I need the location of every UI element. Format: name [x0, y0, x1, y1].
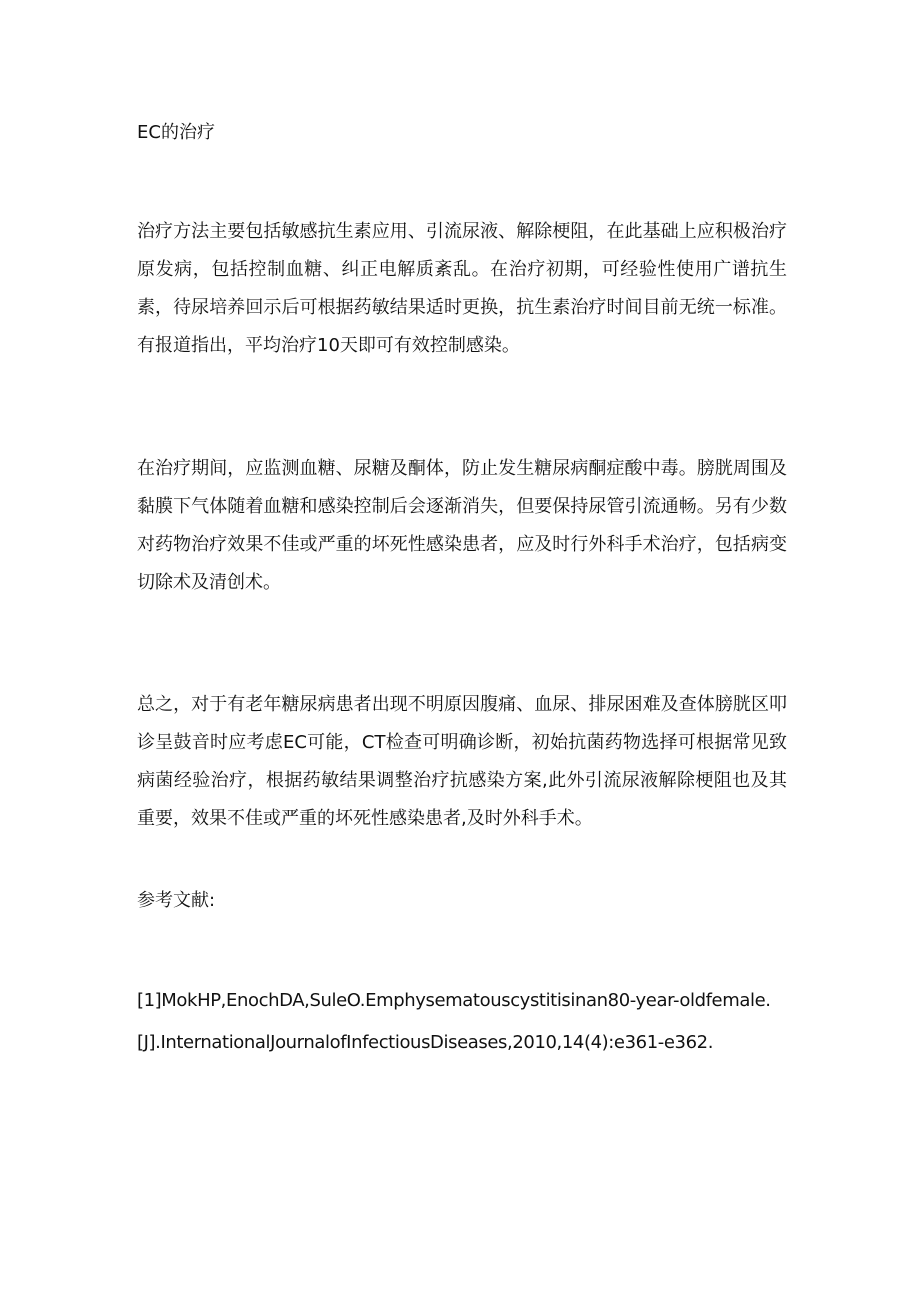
reference-item: [1]MokHP,EnochDA,SuleO.Emphysematouscystitisinan80-year-oldfemale.[J].InternationalJournalofInfectiousDiseases,2010,14(4):e361-e362. — [137, 990, 771, 1053]
paragraph-treatment-methods: 治疗方法主要包括敏感抗生素应用、引流尿液、解除梗阻，在此基础上应积极治疗原发病，包括控制血糖、纠正电解质紊乱。在治疗初期，可经验性使用广谱抗生素，待尿培养回示后可根据药敏结果适时更换，抗生素治疗时间目前无统一标准。有报道指出，平均治疗10天即可有效控制感染。 — [137, 221, 787, 356]
section-heading: EC的治疗 — [137, 122, 215, 143]
paragraph-monitoring: 在治疗期间，应监测血糖、尿糖及酮体，防止发生糖尿病酮症酸中毒。膀胱周围及黏膜下气体随着血糖和感染控制后会逐渐消失，但要保持尿管引流通畅。另有少数对药物治疗效果不佳或严重的坏死性感染患者，应及时行外科手术治疗，包括病变切除术及清创术。 — [137, 458, 787, 593]
paragraph-summary: 总之，对于有老年糖尿病患者出现不明原因腹痛、血尿、排尿困难及查体膀胱区叩诊呈鼓音时应考虑EC可能，CT检查可明确诊断，初始抗菌药物选择可根据常见致病菌经验治疗，根据药敏结果调整治疗抗感染方案,此外引流尿液解除梗阻也及其重要，效果不佳或严重的坏死性感染患者,及时外科手术。 — [137, 694, 787, 829]
references-label: 参考文献: — [137, 890, 216, 911]
